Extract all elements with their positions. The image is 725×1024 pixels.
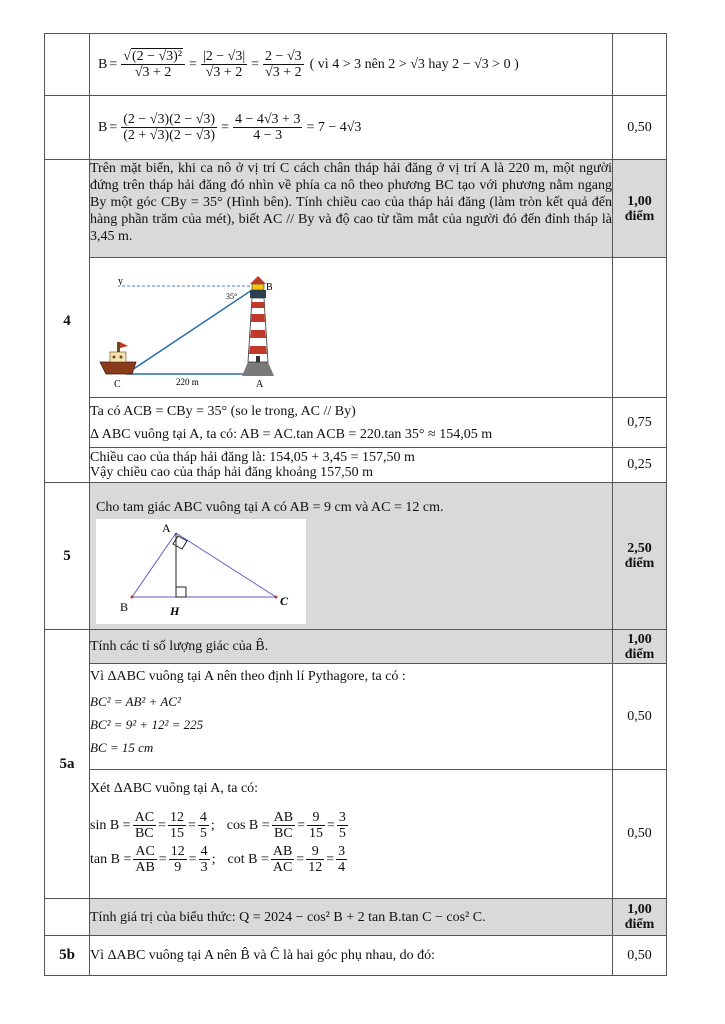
number-cell-empty	[45, 34, 90, 96]
question-number-5a: 5a	[45, 630, 90, 899]
row-q5a-solution2	[45, 770, 667, 899]
q5a-sol1-eq2: BC² = 9² + 12² = 225	[90, 717, 204, 732]
label-a: A	[256, 379, 264, 390]
number-cell-empty	[45, 96, 90, 160]
row-q5-problem	[45, 483, 667, 630]
b-step2-result: = 7 − 4√3	[306, 119, 362, 135]
q5a-sol1-eq1: BC² = AB² + AC²	[90, 694, 181, 709]
q4-problem-text: Trên mặt biển, khi ca nô ở vị trí C cách chân tháp hải đăng ở vị trí A là 220 m, một người đứng trên tháp hải đăng đó nhìn về phía ca nô theo phương BC tạo với phương nằm ngang By một góc CBy = 35° (Hình bên). Tính chiều cao của tháp hải đăng (làm tròn kết quả đến hàng phần trăm của mét), biết AC // By và độ cao từ tầm mắt của người đó đến đỉnh tháp là 3,45 m.	[90, 160, 613, 258]
triangle-figure	[96, 519, 306, 624]
boat-icon	[100, 342, 136, 374]
q4-sol1-line2: Δ ABC vuông tại A, ta có: AB = AC.tan ACB = 220.tan 35° ≈ 154,05 m	[90, 426, 493, 442]
q4-solution1	[90, 398, 613, 448]
row-b-step2	[45, 96, 667, 160]
lighthouse-figure	[90, 258, 290, 392]
row-q4-problem	[45, 160, 667, 258]
q5a-sol2-intro: Xét ΔABC vuông tại A, ta có:	[90, 781, 259, 796]
question-number-4: 4	[45, 160, 90, 483]
b-step2-formula: B = $\frac{(2 - √3)(2 - √3)}{(2 + √3)(2 - √3)}$ = $\frac{4 - 4√3 + 3}{4 - 3}$ = 7 − 4√3	[90, 96, 613, 160]
vertex-c: C	[280, 594, 289, 608]
label-y: y	[118, 276, 123, 287]
q5-score-value: 2,50	[627, 541, 652, 556]
b-step1-formula: B = $\frac{\text{√(2 − √3)²}}{√3 + 2}$ = $\frac{|2 - √3|}{√3 + 2}$ = $\frac{2 - √3}{√3 + 2}$ ( vì 4 > 3 nên 2 > √3 hay 2 − √3 > 0 )	[90, 34, 613, 96]
q5-problem-text: Cho tam giác ABC vuông tại A có AB = 9 cm và AC = 12 cm.	[96, 500, 444, 515]
q5a-sol1-score: 0,50	[613, 664, 667, 770]
row-b-step1	[45, 34, 667, 96]
q4-score-unit: điểm	[624, 208, 655, 224]
q5-score	[613, 483, 667, 630]
task-q-score	[613, 899, 667, 936]
b-step2-score: 0,50	[613, 96, 667, 160]
q5b-score: 0,50	[613, 936, 667, 976]
row-q4-figure	[45, 258, 667, 398]
right-angle-h	[176, 587, 186, 597]
label-distance: 220 m	[176, 377, 199, 387]
vertex-b: B	[120, 600, 129, 614]
row-q4-solution2	[45, 448, 667, 483]
q5b-text: Vì ΔABC vuông tại A nên B̂ và Ĉ là hai góc phụ nhau, do đó:	[90, 936, 613, 976]
q5a-task-score	[613, 630, 667, 664]
q5-problem-cell	[90, 483, 613, 630]
q4-sol1-score: 0,75	[613, 398, 667, 448]
question-number-5b: 5b	[45, 936, 90, 976]
q5a-task-text: Tính các tỉ số lượng giác của B̂.	[90, 630, 613, 664]
row-task-q	[45, 899, 667, 936]
q4-solution2	[90, 448, 613, 483]
q5a-sol1-intro: Vì ΔABC vuông tại A nên theo định lí Pythagore, ta có :	[90, 669, 406, 684]
q5a-sol2-score: 0,50	[613, 770, 667, 899]
side-ab	[132, 533, 176, 597]
label-angle: 35°	[226, 292, 238, 301]
q5a-sin-cos: sin B = $\frac{AC}{BC}$ = $\frac{12}{15}$ = $\frac{4}{5}$ ; cos B = $\frac{AB}{BC}$ = $\frac{9}{15}$ = $\frac{3}{5}$	[90, 810, 346, 841]
row-q4-solution1	[45, 398, 667, 448]
side-ac	[176, 533, 276, 597]
row-q5a-solution1	[45, 664, 667, 770]
answer-table	[44, 33, 667, 976]
q4-sol1-line1: Ta có ACB = CBy = 35° (so le trong, AC // By)	[90, 403, 356, 419]
number-cell-empty	[45, 899, 90, 936]
label-b: B	[266, 282, 273, 293]
score-cell-empty	[613, 34, 667, 96]
question-number-5: 5	[45, 483, 90, 630]
q4-sol2-score: 0,25	[613, 448, 667, 483]
vertex-a: A	[162, 521, 171, 535]
row-q5b	[45, 936, 667, 976]
q4-score	[613, 160, 667, 258]
q5a-solution2	[90, 770, 613, 899]
row-q5a-task	[45, 630, 667, 664]
q5a-task-score-value: 1,00	[627, 631, 652, 647]
vertex-h: H	[170, 604, 180, 618]
q4-sol2-line2: Vậy chiều cao của tháp hải đăng khoảng 157,50 m	[90, 465, 374, 480]
q5a-solution1	[90, 664, 613, 770]
task-q-score-value: 1,00	[627, 902, 652, 917]
task-q-score-unit: điểm	[624, 917, 655, 932]
line-bc	[126, 286, 258, 374]
q5-score-unit: điểm	[624, 556, 655, 571]
q5a-tan-cot: tan B = $\frac{AC}{AB}$ = $\frac{12}{9}$ = $\frac{4}{3}$ ; cot B = $\frac{AB}{AC}$ = $\frac{9}{12}$ = $\frac{3}{4}$	[90, 844, 346, 875]
right-angle-a	[173, 536, 187, 549]
q4-figure-cell	[90, 258, 613, 398]
q4-score-value: 1,00	[627, 193, 652, 209]
q4-sol2-line1: Chiều cao của tháp hải đăng là: 154,05 + 3,45 = 157,50 m	[90, 450, 415, 465]
b-step1-note: ( vì 4 > 3 nên 2 > √3 hay 2 − √3 > 0 )	[309, 56, 519, 72]
task-q-text: Tính giá trị của biểu thức: Q = 2024 − cos² B + 2 tan B.tan C − cos² C.	[90, 899, 613, 936]
label-c: C	[114, 379, 121, 390]
q5a-sol1-eq3: BC = 15 cm	[90, 740, 154, 755]
q5a-task-score-unit: điểm	[624, 646, 655, 662]
score-cell-empty	[613, 258, 667, 398]
